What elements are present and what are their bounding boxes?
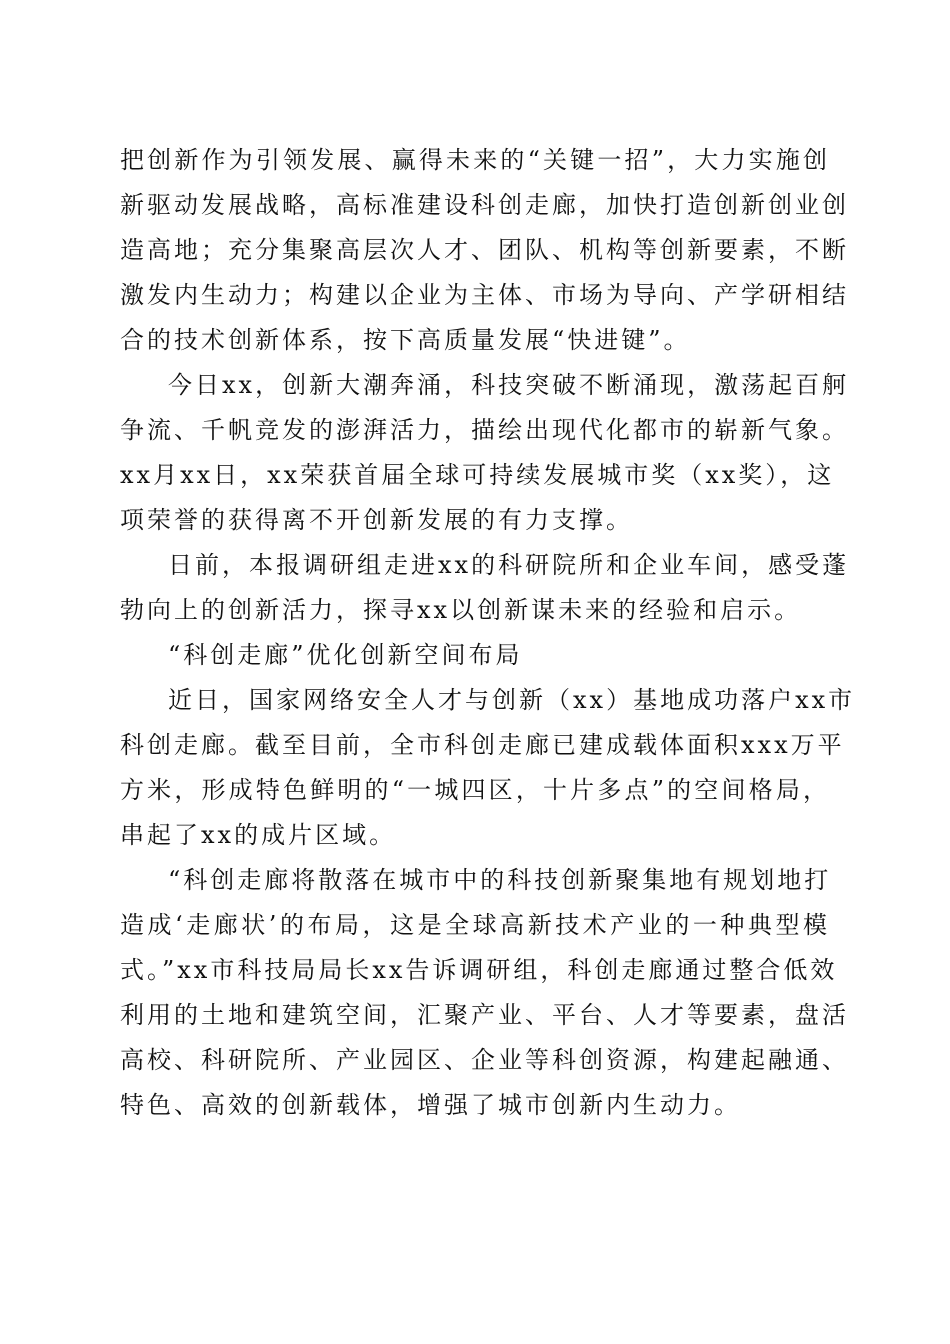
text-line: 高校、科研院所、产业园区、企业等科创资源，构建起融通、: [120, 1046, 849, 1074]
text-line: 科创走廊。截至目前，全市科创走廊已建成载体面积xxx万平: [120, 731, 845, 759]
text-line: 日前，本报调研组走进xx的科研院所和企业车间，感受蓬: [168, 551, 850, 579]
text-line: 项荣誉的获得离不开创新发展的有力支撑。: [120, 506, 633, 534]
text-line: 今日xx，创新大潮奔涌，科技突破不断涌现，激荡起百舸: [168, 371, 850, 399]
text-line: 把创新作为引领发展、赢得未来的“关键一招”，大力实施创: [120, 146, 830, 174]
text-line: 造成‘走廊状’的布局，这是全球高新技术产业的一种典型模: [120, 911, 830, 939]
section-heading: [120, 633, 830, 678]
text-line: 合的技术创新体系，按下高质量发展“快进键”。: [120, 326, 691, 354]
text-line: 式。”xx市科技局局长xx告诉调研组，科创走廊通过整合低效: [120, 956, 838, 984]
section-heading-text: “科创走廊”优化创新空间布局: [168, 641, 523, 669]
paragraph-intro: [120, 138, 849, 363]
text-line: 新驱动发展战略，高标准建设科创走廊，加快打造创新创业创: [120, 191, 849, 219]
text-line: “科创走廊将散落在城市中的科技创新聚集地有规划地打: [168, 866, 832, 894]
text-line: 争流、千帆竞发的澎湃活力，描绘出现代化都市的崭新气象。: [120, 416, 849, 444]
text-line: 勃向上的创新活力，探寻xx以创新谋未来的经验和启示。: [120, 596, 802, 624]
document-body: [120, 138, 856, 1128]
text-line: 近日，国家网络安全人才与创新（xx）基地成功落户xx市: [168, 686, 856, 714]
text-line: 激发内生动力；构建以企业为主体、市场为导向、产学研相结: [120, 281, 849, 309]
text-line: 方米，形成特色鲜明的“一城四区，十片多点”的空间格局，: [120, 776, 830, 804]
text-line: 造高地；充分集聚高层次人才、团队、机构等创新要素，不断: [120, 236, 849, 264]
paragraph-today: [120, 363, 850, 543]
paragraph-base-settled: [120, 678, 856, 858]
text-line: 利用的土地和建筑空间，汇聚产业、平台、人才等要素，盘活: [120, 1001, 849, 1029]
paragraph-corridor-quote: [120, 858, 849, 1128]
text-line: xx月xx日，xx荣获首届全球可持续发展城市奖（xx奖），这: [120, 461, 835, 489]
paragraph-research-team: [120, 543, 850, 633]
text-line: 串起了xx的成片区域。: [120, 821, 397, 849]
text-line: 特色、高效的创新载体，增强了城市创新内生动力。: [120, 1091, 741, 1119]
